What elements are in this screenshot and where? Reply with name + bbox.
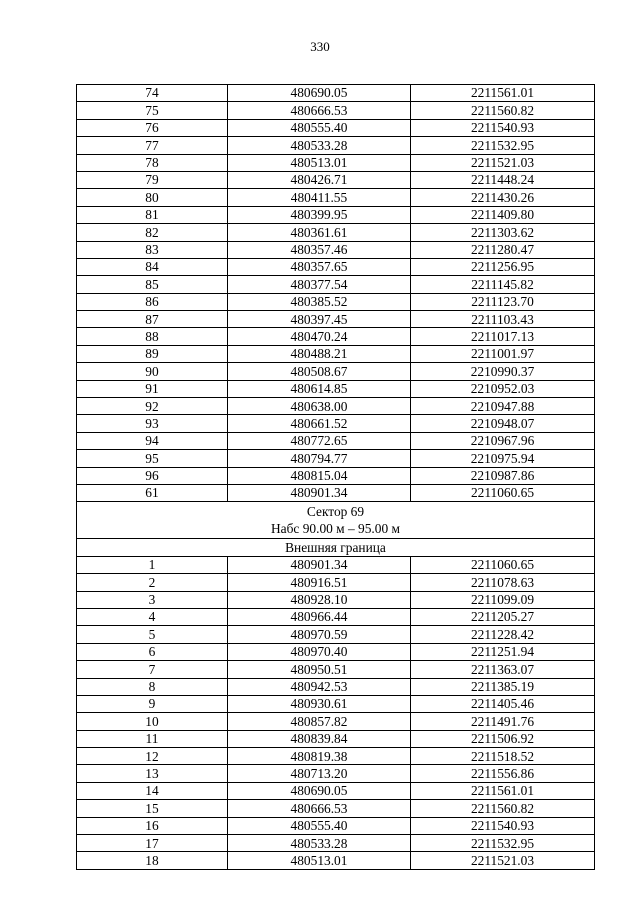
x-coordinate-cell: 480857.82 — [228, 713, 411, 730]
table-row — [77, 363, 595, 380]
table-row — [77, 432, 595, 449]
y-coordinate-cell: 2211430.26 — [411, 189, 595, 206]
point-number-cell: 79 — [77, 171, 228, 188]
x-coordinate-cell: 480901.34 — [228, 556, 411, 573]
point-number-cell: 10 — [77, 713, 228, 730]
table-row — [77, 119, 595, 136]
point-number-cell: 85 — [77, 276, 228, 293]
point-number-cell: 1 — [77, 556, 228, 573]
point-number-cell: 5 — [77, 626, 228, 643]
sector-header-section — [77, 502, 595, 556]
page-number: 330 — [310, 39, 330, 54]
x-coordinate-cell: 480839.84 — [228, 730, 411, 747]
y-coordinate-cell: 2211060.65 — [411, 484, 595, 501]
point-number-cell: 91 — [77, 380, 228, 397]
table-row — [77, 852, 595, 869]
x-coordinate-cell: 480970.40 — [228, 643, 411, 660]
table-row — [77, 345, 595, 362]
x-coordinate-cell: 480513.01 — [228, 154, 411, 171]
x-coordinate-cell: 480513.01 — [228, 852, 411, 869]
table-row — [77, 730, 595, 747]
x-coordinate-cell: 480533.28 — [228, 835, 411, 852]
x-coordinate-cell: 480819.38 — [228, 748, 411, 765]
y-coordinate-cell: 2211521.03 — [411, 852, 595, 869]
x-coordinate-cell: 480399.95 — [228, 206, 411, 223]
point-number-cell: 12 — [77, 748, 228, 765]
point-number-cell: 16 — [77, 817, 228, 834]
y-coordinate-cell: 2211532.95 — [411, 137, 595, 154]
x-coordinate-cell: 480357.46 — [228, 241, 411, 258]
y-coordinate-cell: 2210990.37 — [411, 363, 595, 380]
y-coordinate-cell: 2211001.97 — [411, 345, 595, 362]
y-coordinate-cell: 2210948.07 — [411, 415, 595, 432]
x-coordinate-cell: 480815.04 — [228, 467, 411, 484]
y-coordinate-cell: 2211521.03 — [411, 154, 595, 171]
x-coordinate-cell: 480666.53 — [228, 800, 411, 817]
x-coordinate-cell: 480361.61 — [228, 224, 411, 241]
point-number-cell: 88 — [77, 328, 228, 345]
table-row — [77, 835, 595, 852]
point-number-cell: 95 — [77, 450, 228, 467]
point-number-cell: 94 — [77, 432, 228, 449]
table-row — [77, 484, 595, 501]
point-number-cell: 14 — [77, 782, 228, 799]
x-coordinate-cell: 480901.34 — [228, 484, 411, 501]
x-coordinate-cell: 480377.54 — [228, 276, 411, 293]
y-coordinate-cell: 2211560.82 — [411, 800, 595, 817]
y-coordinate-cell: 2211145.82 — [411, 276, 595, 293]
y-coordinate-cell: 2210975.94 — [411, 450, 595, 467]
y-coordinate-cell: 2211256.95 — [411, 258, 595, 275]
table-row — [77, 450, 595, 467]
table-row — [77, 643, 595, 660]
y-coordinate-cell: 2211103.43 — [411, 311, 595, 328]
y-coordinate-cell: 2211251.94 — [411, 643, 595, 660]
y-coordinate-cell: 2211540.93 — [411, 119, 595, 136]
y-coordinate-cell: 2211123.70 — [411, 293, 595, 310]
x-coordinate-cell: 480916.51 — [228, 574, 411, 591]
y-coordinate-cell: 2211491.76 — [411, 713, 595, 730]
table-row — [77, 800, 595, 817]
x-coordinate-cell: 480690.05 — [228, 85, 411, 102]
y-coordinate-cell: 2210967.96 — [411, 432, 595, 449]
table-row — [77, 467, 595, 484]
sector-header-row — [77, 502, 595, 539]
y-coordinate-cell: 2211363.07 — [411, 661, 595, 678]
y-coordinate-cell: 2210952.03 — [411, 380, 595, 397]
y-coordinate-cell: 2211205.27 — [411, 608, 595, 625]
y-coordinate-cell: 2211532.95 — [411, 835, 595, 852]
y-coordinate-cell: 2211228.42 — [411, 626, 595, 643]
point-number-cell: 13 — [77, 765, 228, 782]
point-number-cell: 92 — [77, 398, 228, 415]
x-coordinate-cell: 480357.65 — [228, 258, 411, 275]
point-number-cell: 15 — [77, 800, 228, 817]
x-coordinate-cell: 480942.53 — [228, 678, 411, 695]
x-coordinate-cell: 480397.45 — [228, 311, 411, 328]
y-coordinate-cell: 2211303.62 — [411, 224, 595, 241]
x-coordinate-cell: 480488.21 — [228, 345, 411, 362]
table-row — [77, 380, 595, 397]
point-number-cell: 93 — [77, 415, 228, 432]
point-number-cell: 2 — [77, 574, 228, 591]
x-coordinate-cell: 480772.65 — [228, 432, 411, 449]
point-number-cell: 11 — [77, 730, 228, 747]
x-coordinate-cell: 480661.52 — [228, 415, 411, 432]
y-coordinate-cell: 2211060.65 — [411, 556, 595, 573]
boundary-label-row — [77, 539, 595, 556]
x-coordinate-cell: 480794.77 — [228, 450, 411, 467]
table-row — [77, 102, 595, 119]
point-number-cell: 17 — [77, 835, 228, 852]
coordinates-table-bottom-section — [77, 556, 595, 869]
y-coordinate-cell: 2211099.09 — [411, 591, 595, 608]
y-coordinate-cell: 2211561.01 — [411, 85, 595, 102]
table-row — [77, 328, 595, 345]
x-coordinate-cell: 480713.20 — [228, 765, 411, 782]
y-coordinate-cell: 2211506.92 — [411, 730, 595, 747]
x-coordinate-cell: 480970.59 — [228, 626, 411, 643]
sector-title: Сектор 69 — [306, 504, 365, 520]
coordinates-table-top-section — [77, 85, 595, 502]
point-number-cell: 89 — [77, 345, 228, 362]
y-coordinate-cell: 2211405.46 — [411, 695, 595, 712]
y-coordinate-cell: 2210947.88 — [411, 398, 595, 415]
table-row — [77, 241, 595, 258]
x-coordinate-cell: 480614.85 — [228, 380, 411, 397]
table-row — [77, 608, 595, 625]
table-row — [77, 626, 595, 643]
point-number-cell: 82 — [77, 224, 228, 241]
y-coordinate-cell: 2211560.82 — [411, 102, 595, 119]
table-row — [77, 591, 595, 608]
point-number-cell: 83 — [77, 241, 228, 258]
table-row — [77, 748, 595, 765]
y-coordinate-cell: 2211561.01 — [411, 782, 595, 799]
table-row — [77, 678, 595, 695]
table-row — [77, 311, 595, 328]
table-row — [77, 154, 595, 171]
x-coordinate-cell: 480638.00 — [228, 398, 411, 415]
point-number-cell: 75 — [77, 102, 228, 119]
table-row — [77, 556, 595, 573]
x-coordinate-cell: 480555.40 — [228, 119, 411, 136]
y-coordinate-cell: 2211556.86 — [411, 765, 595, 782]
table-row — [77, 415, 595, 432]
point-number-cell: 8 — [77, 678, 228, 695]
point-number-cell: 76 — [77, 119, 228, 136]
point-number-cell: 18 — [77, 852, 228, 869]
table-row — [77, 293, 595, 310]
x-coordinate-cell: 480470.24 — [228, 328, 411, 345]
point-number-cell: 9 — [77, 695, 228, 712]
point-number-cell: 74 — [77, 85, 228, 102]
point-number-cell: 77 — [77, 137, 228, 154]
table-row — [77, 171, 595, 188]
x-coordinate-cell: 480928.10 — [228, 591, 411, 608]
table-row — [77, 224, 595, 241]
point-number-cell: 80 — [77, 189, 228, 206]
table-row — [77, 782, 595, 799]
x-coordinate-cell: 480508.67 — [228, 363, 411, 380]
x-coordinate-cell: 480930.61 — [228, 695, 411, 712]
table-row — [77, 398, 595, 415]
y-coordinate-cell: 2211448.24 — [411, 171, 595, 188]
table-row — [77, 765, 595, 782]
point-number-cell: 86 — [77, 293, 228, 310]
table-row — [77, 258, 595, 275]
x-coordinate-cell: 480385.52 — [228, 293, 411, 310]
y-coordinate-cell: 2210987.86 — [411, 467, 595, 484]
x-coordinate-cell: 480666.53 — [228, 102, 411, 119]
point-number-cell: 81 — [77, 206, 228, 223]
point-number-cell: 96 — [77, 467, 228, 484]
point-number-cell: 87 — [77, 311, 228, 328]
x-coordinate-cell: 480966.44 — [228, 608, 411, 625]
y-coordinate-cell: 2211409.80 — [411, 206, 595, 223]
coordinates-table — [76, 84, 595, 870]
y-coordinate-cell: 2211518.52 — [411, 748, 595, 765]
x-coordinate-cell: 480690.05 — [228, 782, 411, 799]
table-row — [77, 206, 595, 223]
point-number-cell: 78 — [77, 154, 228, 171]
x-coordinate-cell: 480555.40 — [228, 817, 411, 834]
point-number-cell: 6 — [77, 643, 228, 660]
table-row — [77, 574, 595, 591]
point-number-cell: 84 — [77, 258, 228, 275]
x-coordinate-cell: 480950.51 — [228, 661, 411, 678]
sector-header-cell — [77, 502, 595, 539]
y-coordinate-cell: 2211017.13 — [411, 328, 595, 345]
x-coordinate-cell: 480426.71 — [228, 171, 411, 188]
point-number-cell: 4 — [77, 608, 228, 625]
point-number-cell: 90 — [77, 363, 228, 380]
table-row — [77, 189, 595, 206]
y-coordinate-cell: 2211385.19 — [411, 678, 595, 695]
table-row — [77, 276, 595, 293]
y-coordinate-cell: 2211078.63 — [411, 574, 595, 591]
y-coordinate-cell: 2211280.47 — [411, 241, 595, 258]
table-row — [77, 85, 595, 102]
table-row — [77, 817, 595, 834]
boundary-label: Внешняя граница — [77, 539, 595, 556]
sector-height-range: Набс 90.00 м – 95.00 м — [270, 521, 400, 537]
point-number-cell: 7 — [77, 661, 228, 678]
table-row — [77, 713, 595, 730]
y-coordinate-cell: 2211540.93 — [411, 817, 595, 834]
table-row — [77, 695, 595, 712]
point-number-cell: 61 — [77, 484, 228, 501]
table-row — [77, 137, 595, 154]
point-number-cell: 3 — [77, 591, 228, 608]
table-row — [77, 661, 595, 678]
x-coordinate-cell: 480411.55 — [228, 189, 411, 206]
x-coordinate-cell: 480533.28 — [228, 137, 411, 154]
